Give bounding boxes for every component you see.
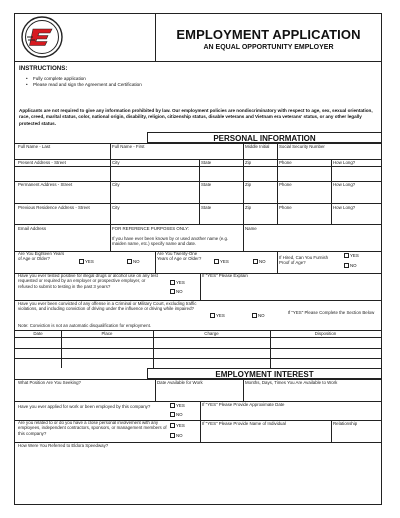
- charge-column-header: Charge: [204, 331, 219, 336]
- present-state-label: State: [201, 160, 212, 165]
- age21-question: Are You Twenty-One Years of Age or Older?: [157, 251, 202, 262]
- instruction-item: • Please read and sign the Agreement and Certification: [33, 82, 142, 88]
- other-name-question: If you have ever been known by or used another name (e.g. maiden name, etc.) specify name and date.: [112, 236, 229, 247]
- approx-date-label: If "YES" Please Provide Approximate Date: [202, 402, 285, 407]
- complete-below-label: If "YES" Please Complete the Section Below: [287, 310, 375, 315]
- individual-name-label: If "YES" Please Provide Name of Individual: [202, 421, 286, 426]
- applied-before-question: Have you ever applied for work or been employed by this company?: [18, 404, 151, 409]
- date-column-header: Date: [33, 331, 43, 336]
- drug-test-yes-label: YES: [176, 280, 185, 285]
- proof-age-no-checkbox[interactable]: [344, 263, 349, 268]
- applied-before-no-label: NO: [176, 412, 183, 417]
- last-name-label: Full Name - Last: [18, 144, 51, 149]
- present-how-long-label: How Long?: [333, 160, 356, 165]
- title-area: [156, 14, 381, 61]
- application-form: [14, 61, 382, 505]
- other-name-label: Name: [245, 226, 257, 231]
- relatives-yes-checkbox[interactable]: [170, 423, 175, 428]
- previous-address-label: Previous Residence Address - Street: [18, 205, 90, 210]
- drug-test-no-checkbox[interactable]: [170, 289, 175, 294]
- proof-age-yes-label: YES: [350, 253, 359, 258]
- permanent-phone-label: Phone: [279, 182, 292, 187]
- permanent-how-long-label: How Long?: [333, 182, 356, 187]
- relatives-question: Are you related to or do you have a close personal involvement with any employees, independent contractors, sponsors, or management members of this company?: [18, 420, 167, 436]
- conviction-note: Note: Conviction is not an automatic disqualification for employment.: [18, 323, 152, 328]
- age21-no-label: NO: [259, 259, 266, 264]
- drug-test-explain-label: If "YES" Please Explain: [202, 273, 248, 278]
- middle-initial-label: Middle Initial: [245, 144, 270, 149]
- age21-yes-label: YES: [220, 259, 229, 264]
- applied-before-yes-checkbox[interactable]: [170, 403, 175, 408]
- previous-zip-label: Zip: [245, 205, 252, 210]
- proof-age-yes-checkbox[interactable]: [344, 253, 349, 258]
- age21-no-checkbox[interactable]: [253, 259, 258, 264]
- conviction-yes-checkbox[interactable]: [210, 313, 215, 318]
- reference-purposes-label: FOR REFERENCE PURPOSES ONLY:: [112, 226, 190, 231]
- age18-yes-label: YES: [85, 259, 94, 264]
- relationship-label: Relationship: [333, 421, 358, 426]
- date-available-label: Date Available for Work: [157, 380, 203, 385]
- referral-label: How Were You Referred to Eldora Speedway?: [18, 443, 109, 448]
- proof-age-question: If Hired, Can You Furnish Proof of Age?: [279, 255, 329, 266]
- form-subtitle: AN EQUAL OPPORTUNITY EMPLOYER: [203, 44, 334, 51]
- drug-test-question: Have you ever tested positive for illegal drugs or alcohol use on any test requested or required by an employer or prospective employer, or refused to submit to testing in the past 3 years?: [18, 273, 158, 289]
- relatives-no-label: NO: [176, 433, 183, 438]
- eldora-logo-icon: [21, 16, 63, 58]
- drug-test-yes-checkbox[interactable]: [170, 280, 175, 285]
- instructions-title: INSTRUCTIONS:: [19, 65, 68, 72]
- age21-yes-checkbox[interactable]: [214, 259, 219, 264]
- drug-test-no-label: NO: [176, 289, 183, 294]
- personal-info-heading: PERSONAL INFORMATION: [147, 132, 381, 143]
- form-title: EMPLOYMENT APPLICATION: [176, 27, 361, 42]
- instructions-list: [33, 76, 142, 88]
- permanent-city-label: City: [112, 182, 120, 187]
- age18-yes-checkbox[interactable]: [79, 259, 84, 264]
- logo-area: [15, 14, 156, 61]
- permanent-address-label: Permanent Address - Street: [18, 182, 73, 187]
- permanent-state-label: State: [201, 182, 212, 187]
- previous-phone-label: Phone: [279, 205, 292, 210]
- present-address-label: Present Address - Street: [18, 160, 66, 165]
- relatives-no-checkbox[interactable]: [170, 433, 175, 438]
- first-name-label: Full Name - First: [112, 144, 145, 149]
- employment-interest-heading: EMPLOYMENT INTEREST: [147, 368, 381, 379]
- position-label: What Position Are You Seeking?: [18, 380, 81, 385]
- present-phone-label: Phone: [279, 160, 292, 165]
- present-city-label: City: [112, 160, 120, 165]
- conviction-no-label: NO: [258, 313, 265, 318]
- form-header: [14, 13, 382, 61]
- conviction-yes-label: YES: [216, 313, 225, 318]
- conviction-no-checkbox[interactable]: [252, 313, 257, 318]
- conviction-question: Have you ever been convicted of any offense in a Criminal or Military Court, excluding traffic violations, and including conviction of driving under the influence or driving while impaired?: [18, 301, 197, 312]
- age18-question: Are You Eighteen Years of Age or Older?: [18, 251, 65, 262]
- present-zip-label: Zip: [245, 160, 252, 165]
- relatives-yes-label: YES: [176, 423, 185, 428]
- eeo-notice: Applicants are not required to give any information prohibited by law. Our employment policies are nondiscriminatory with respect to age, sex, sexual orientation, race, creed, marital status, color, national origin, disability, religion, citizenship status, disable veterans and Vietnam era veterans' status, or any other legally protected status.: [19, 108, 373, 126]
- ssn-label: Social Security Number: [279, 144, 325, 149]
- age18-no-label: NO: [133, 259, 140, 264]
- previous-how-long-label: How Long?: [333, 205, 356, 210]
- age18-no-checkbox[interactable]: [127, 259, 132, 264]
- permanent-zip-label: Zip: [245, 182, 252, 187]
- instructions-section: [15, 62, 381, 167]
- instruction-item: • Fully complete application: [33, 76, 142, 82]
- email-label: Email Address: [18, 226, 47, 231]
- place-column-header: Place: [101, 331, 113, 336]
- applied-before-yes-label: YES: [176, 403, 185, 408]
- availability-label: Months, Days, Times You Are Available to Work: [245, 380, 338, 385]
- previous-city-label: City: [112, 205, 120, 210]
- applied-before-no-checkbox[interactable]: [170, 412, 175, 417]
- previous-state-label: State: [201, 205, 212, 210]
- proof-age-no-label: NO: [350, 263, 357, 268]
- disposition-column-header: Disposition: [314, 331, 337, 336]
